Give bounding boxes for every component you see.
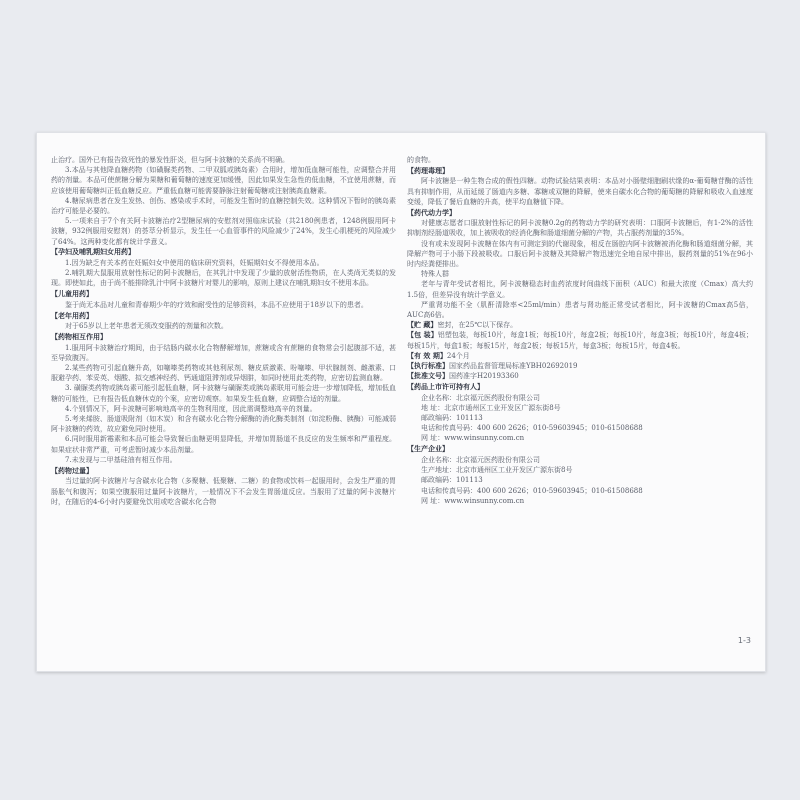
paragraph: 6.同时服用新霉素和本品可能会导致餐后血糖更明显降低，并增加胃肠道不良反应的发生频率和严重程度。如果症状非常严重，可考虑暂时减少本品剂量。 <box>51 435 396 454</box>
paragraph: 4.糖尿病患者在发生发热、创伤、感染或手术时，可能发生暂时的血糖控制失效。这种情况下暂时的胰岛素治疗可能是必要的。 <box>51 196 396 216</box>
paragraph: 对健康志愿者口服放射性标记的阿卡波糖0.2g的药物动力学的研究表明：口服阿卡波糖后，有1-2%的活性抑制剂经肠道吸收，加上被吸收的经消化酶和肠道细菌分解的产物，共占服药剂量的35%。 <box>407 219 753 238</box>
page-number: 1-3 <box>737 636 751 645</box>
license-holder-website: 网 址：www.winsunny.com.cn <box>421 434 525 443</box>
manufacturer-website: 网 址：www.winsunny.com.cn <box>421 496 525 505</box>
approval-value: 国药准字H20193360 <box>449 372 519 381</box>
validity-row <box>407 351 753 361</box>
subheading-special-populations: 特殊人群 <box>421 270 449 279</box>
paragraph: 1.服用阿卡波糖治疗期间，由于结肠内碳水化合物酵解增加，蔗糖或含有蔗糖的食物常会引起腹部不适，甚至导致腹泻。 <box>51 343 396 362</box>
paragraph: 没有或未发现阿卡波糖在体内有可测定到的代谢现象，相反在肠腔内阿卡波糖被消化酶和肠道细菌分解，其降解产物可于小肠下段被吸收。口服后阿卡波糖及其降解产物迅速完全地自尿中排出，服药剂量的51%在96小时内经粪便排出。 <box>407 239 753 269</box>
package-label: 【包 装】 <box>407 330 438 340</box>
paragraph: 的食物。 <box>407 156 435 164</box>
paragraph: 止治疗。国外已有报告致死性的暴发性肝炎，但与阿卡波糖的关系尚不明确。 <box>51 156 289 164</box>
license-holder-phone: 电话和传真号码：400 600 2626；010-59603945；010-61508688 <box>421 424 643 433</box>
license-holder-address: 地 址：北京市通州区工业开发区广源东街8号 <box>421 403 561 412</box>
package-row <box>407 330 753 350</box>
paragraph: 阿卡波糖是一种生物合成的假性四糖。动物试验结果表明：本品对小肠壁细胞刷状缘的α-葡萄糖苷酶的活性具有抑制作用，从而延缓了肠道内多糖、寡糖或双糖的降解，使来自碳水化合物的葡萄糖的降解和吸收入血速度变缓，降低了餐后血糖的升高，使平均血糖值下降。 <box>407 177 753 206</box>
section-heading-pharmacology: 【药理毒理】 <box>407 166 449 175</box>
paragraph: 7.未发现与二甲基硅油有相互作用。 <box>65 455 177 464</box>
right-column <box>407 155 753 506</box>
package-value: 铝塑包装，每板10片，每盒1板；每板10片，每盒2板；每板10片，每盒3板；每板10片，每盒4板；每板15片，每盒1板；每板15片，每盒2板；每板15片，每盒3板；每板15片，每盒4板。 <box>407 331 753 350</box>
storage-value: 密封，在25℃以下保存。 <box>437 321 518 330</box>
approval-label: 【批准文号】 <box>407 371 449 381</box>
section-heading-pregnancy: 【孕妇及哺乳期妇女用药】 <box>51 248 135 257</box>
section-heading-interactions: 【药物相互作用】 <box>51 332 107 341</box>
license-holder-zip: 邮政编码：101113 <box>421 414 483 423</box>
left-column <box>51 155 396 507</box>
paragraph: 老年与青年受试者相比，阿卡波糖稳态时血药浓度时间曲线下面积（AUC）和最大浓度（Cmax）高大约1.5倍，但差异没有统计学意义。 <box>407 280 753 299</box>
manufacturer-name: 企业名称：北京福元医药股份有限公司 <box>421 455 540 464</box>
section-heading-children: 【儿童用药】 <box>51 290 93 299</box>
manufacturer-address: 生产地址：北京市通州区工业开发区广源东街8号 <box>421 466 573 475</box>
license-holder-name: 企业名称：北京福元医药股份有限公司 <box>421 393 540 402</box>
manufacturer-zip: 邮政编码：101113 <box>421 476 483 485</box>
paragraph: 当过量的阿卡波糖片与含碳水化合物（多聚糖、低聚糖、二糖）的食物或饮料一起服用时，会发生严重的胃肠胀气和腹泻；如果空腹服用过量阿卡波糖片，一般情况下不会发生胃肠道反应。当服用了过量的阿卡波糖片时，在随后的4-6小时内要避免饮用或吃含碳水化合物 <box>51 477 396 506</box>
section-heading-overdose: 【药物过量】 <box>51 466 93 475</box>
paragraph: 5.考来烯胺、肠道吸附剂（如木炭）和含有碳水化合物分解酶的消化酶类制剂（如淀粉酶、胰酶）可能减弱阿卡波糖的药效，故应避免同时使用。 <box>51 415 396 434</box>
validity-label: 【有 效 期】 <box>407 350 447 360</box>
paragraph: 3. 磺脲类药物或胰岛素可能引起低血糖，阿卡波糖与磺脲类或胰岛素联用可能会进一步增加降低，增加低血糖的可能性，已有报告低血糖休克的个案，应密切观察。如果发生低血糖，应调整合适的剂量。 <box>51 384 396 403</box>
section-heading-elderly: 【老年用药】 <box>51 311 93 320</box>
leaflet-page <box>36 132 766 672</box>
section-heading-manufacturer: 【生产企业】 <box>407 445 449 454</box>
paragraph: 严重肾功能不全（肌酐清除率<25ml/min）患者与肾功能正常受试者相比，阿卡波糖的Cmax高5倍，AUC高6倍。 <box>407 300 753 320</box>
paragraph: 对于65岁以上老年患者无须改变服药的剂量和次数。 <box>65 322 228 331</box>
section-heading-license-holder: 【药品上市许可持有人】 <box>407 382 484 391</box>
paragraph: 鉴于尚无本品对儿童和青春期少年的疗效和耐受性的足够资料，本品不应使用于18岁以下的患者。 <box>65 300 368 309</box>
paragraph: 1.因为缺乏有关本药在妊娠妇女中使用的临床研究资料，妊娠期妇女不得使用本品。 <box>65 259 324 268</box>
validity-value: 24个月 <box>446 351 470 360</box>
approval-row <box>407 371 753 381</box>
standard-label: 【执行标准】 <box>407 361 449 371</box>
paragraph: 3.本品与其他降血糖药物（如磺脲类药物、二甲双胍或胰岛素）合用时，增加低血糖可能性，应调整合并用药的剂量。本品可使蔗糖分解为果糖和葡萄糖的速度更加缓慢，因此如果发生急性的低血糖，不宜使用蔗糖，而应该使用葡萄糖纠正低血糖反应。严重低血糖可能需要静脉注射葡萄糖或注射胰高血糖素。 <box>51 166 396 195</box>
standard-row <box>407 361 753 371</box>
paragraph: 2.哺乳期大鼠服用放射性标记的阿卡波糖后，在其乳汁中发现了少量的放射活性物质，在人类尚无类似的发现。即使如此，由于尚不能排除乳汁中阿卡波糖片对婴儿的影响，原则上建议在哺乳期妇女不使用本品。 <box>51 269 396 288</box>
paragraph: 5.一项来自于7个有关阿卡波糖治疗2型糖尿病的安慰剂对照临床试验（共2180例患者，1248例服用阿卡波糖，932例服用安慰剂）的荟萃分析显示，发生任一心血管事件的风险减少了24%，发生心肌梗死的风险减少了64%。这两种变化都有统计学意义。 <box>51 217 396 246</box>
paragraph: 4.个别情况下，阿卡波糖可影响地高辛的生物利用度，因此需调整地高辛的剂量。 <box>65 404 317 413</box>
standard-value: 国家药品监督管理局标准YBH02692019 <box>449 362 578 371</box>
manufacturer-phone: 电话和传真号码：400 600 2626；010-59603945；010-61508688 <box>421 486 643 495</box>
storage-row <box>407 320 753 330</box>
section-heading-pharmacokinetics: 【药代动力学】 <box>407 208 456 217</box>
paragraph: 2.某些药物可引起血糖升高，如噻嗪类药物或其他利尿剂、糖皮质激素、吩噻嗪、甲状腺制剂、雌激素、口服避孕药、苯妥英、烟酸、拟交感神经药、钙通道阻滞剂或异烟肼，如同时使用此类药物，应密切监测血糖。 <box>51 364 396 383</box>
storage-label: 【贮 藏】 <box>407 320 438 330</box>
